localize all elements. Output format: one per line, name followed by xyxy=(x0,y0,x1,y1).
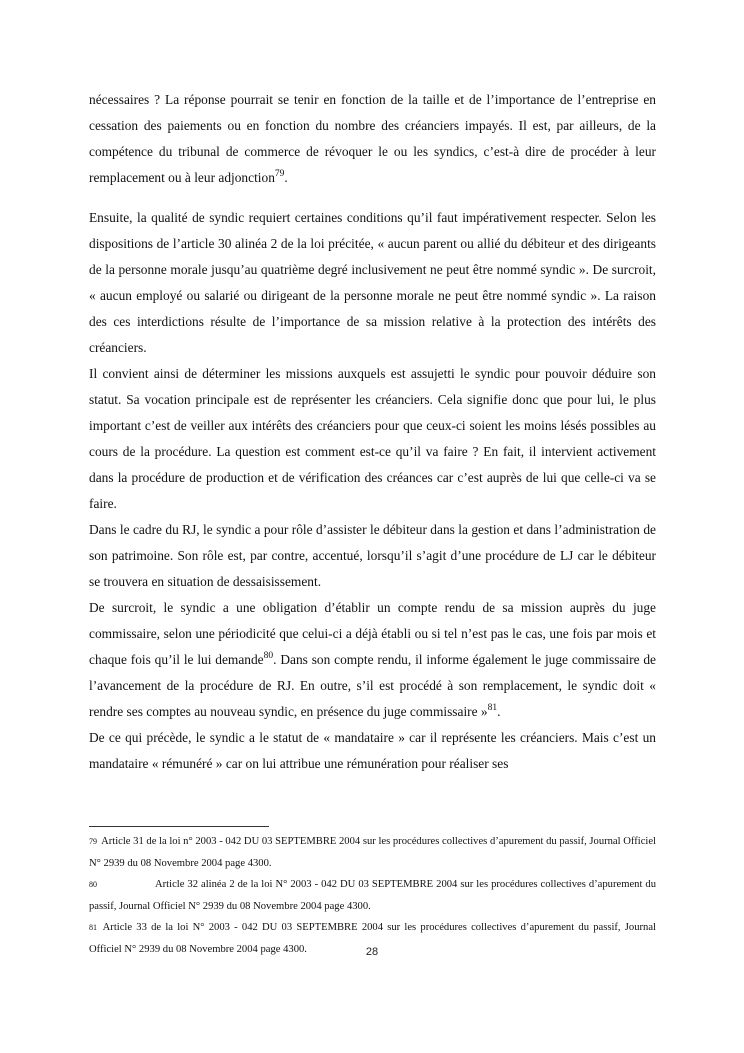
paragraph-2: Ensuite, la qualité de syndic requiert certaines conditions qu’il faut impérativement respecter. Selon les dispositions de l’article 30 alinéa 2 de la loi précitée, « aucun parent ou allié du débiteur et des dirigeants de la personne morale jusqu’au quatrième degré inclusivement ne peut être nommé syndic ». De surcroit, « aucun employé ou salarié ou dirigeant de la personne morale ne peut être nommé syndic ». La raison des ces interdictions résulte de l’importance de sa mission relative à la protection des intérêts des créanciers. xyxy=(89,210,656,355)
footnote-separator xyxy=(89,826,269,827)
page-number: 28 xyxy=(365,946,379,958)
footnote-80: 80 Article 32 alinéa 2 de la loi N° 2003 - 042 DU 03 SEPTEMBRE 2004 sur les procédures collectives d’apurement du passif, Journal Officiel N° 2939 du 08 Novembre 2004 page 4300. xyxy=(89,879,656,912)
footnote-number: 80 xyxy=(89,880,97,889)
footnote-number: 79 xyxy=(89,837,97,846)
footnote-81: 81 Article 33 de la loi N° 2003 - 042 DU 03 SEPTEMBRE 2004 sur les procédures collectives d’apurement du passif, Journal Officiel N° 2939 du 08 Novembre 2004 page 4300. xyxy=(89,922,656,955)
paragraph-3: Il convient ainsi de déterminer les missions auxquels est assujetti le syndic pour pouvoir déduire son statut. Sa vocation principale est de représenter les créanciers. Cela signifie donc que pour lui, le plus important c’est de veiller aux intérêts des créanciers pour que ceux-ci soient les moins lésés possibles au cours de la procédure. La question est comment est-ce qu’il va faire ? En fait, il intervient activement dans la procédure de production et de vérification des créances car c’est auprès de lui que celle-ci va se faire. xyxy=(89,366,656,511)
paragraph-4: Dans le cadre du RJ, le syndic a pour rôle d’assister le débiteur dans la gestion et dans l’administration de son patrimoine. Son rôle est, par contre, accentué, lorsqu’il s’agit d’une procédure de LJ car le débiteur se trouvera en situation de dessaisissement. xyxy=(89,522,656,589)
paragraph-1: nécessaires ? La réponse pourrait se tenir en fonction de la taille et de l’importance de l’entreprise en cessation des paiements ou en fonction du nombre des créanciers impayés. Il est, par ailleurs, de la compétence du tribunal de commerce de révoquer le ou les syndics, c’est-à dire de procéder à leur remplacement ou à leur adjonction$^{79}$. xyxy=(89,92,656,185)
footnote-ref-81[interactable]: 81 xyxy=(487,703,498,713)
paragraph-5: De surcroit, le syndic a une obligation d’établir un compte rendu de sa mission auprès du juge commissaire, selon une périodicité que celui-ci a déjà établi ou si tel n’est pas le cas, une fois par mois et chaque fois qu’il le lui demande$^{80}$. Dans son compte rendu, il informe également le juge commissaire de l’avancement de la procédure de RJ. En outre, s’il est procédé à son remplacement, le syndic doit « rendre ses comptes au nouveau syndic, en présence du juge commissaire »$^{81}$. xyxy=(89,600,656,719)
footnote-ref-80[interactable]: 80 xyxy=(263,651,274,661)
footnotes xyxy=(89,831,656,960)
footnote-number: 81 xyxy=(89,923,97,932)
main-text xyxy=(89,87,656,777)
footnote-79: 79 Article 31 de la loi n° 2003 - 042 DU 03 SEPTEMBRE 2004 sur les procédures collectives d’apurement du passif, Journal Officiel N° 2939 du 08 Novembre 2004 page 4300. xyxy=(89,836,656,869)
paragraph-6: De ce qui précède, le syndic a le statut de « mandataire » car il représente les créanciers. Mais c’est un mandataire « rémunéré » car on lui attribue une rémunération pour réaliser ses xyxy=(89,730,656,771)
footnote-ref-79[interactable]: 79 xyxy=(274,169,285,179)
